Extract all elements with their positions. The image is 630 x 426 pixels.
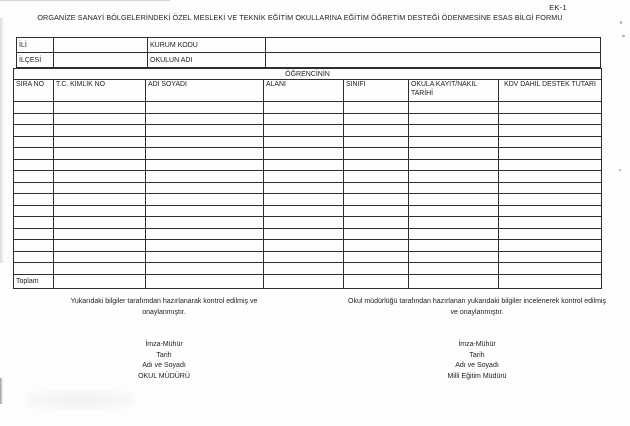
student-empty-cell [14,263,54,275]
total-empty-cell [264,274,344,288]
student-empty-cell [146,205,264,217]
student-empty-row [14,263,602,275]
student-empty-cell [54,148,146,160]
school-name-label: OKULUN ADI [148,53,266,68]
student-empty-cell [499,240,602,252]
student-empty-cell [409,263,499,275]
student-empty-cell [344,171,409,183]
student-empty-row [14,217,602,229]
student-empty-row [14,205,602,217]
total-empty-cell [409,274,499,288]
total-empty-cell [344,274,409,288]
student-empty-cell [344,125,409,137]
student-empty-cell [264,263,344,275]
student-empty-cell [499,159,602,171]
total-empty-cell [54,274,146,288]
signature-lines [348,340,606,382]
student-empty-cell [499,136,602,148]
student-empty-cell [14,194,54,206]
student-empty-row [14,171,602,183]
student-empty-cell [344,194,409,206]
student-empty-cell [146,228,264,240]
signature-line-title: Milli Eğitim Müdürü [447,372,507,380]
student-empty-cell [344,205,409,217]
student-empty-cell [264,228,344,240]
student-empty-cell [146,240,264,252]
student-empty-cell [344,263,409,275]
student-table-total-row [14,274,602,288]
student-empty-cell [409,240,499,252]
student-empty-cell [146,217,264,229]
signature-lines [38,340,290,382]
student-empty-cell [499,194,602,206]
student-empty-cell [146,102,264,114]
student-empty-cell [54,159,146,171]
signature-line-imza-muhur: İmza-Mühür [145,341,183,348]
student-empty-cell [14,159,54,171]
student-empty-row [14,148,602,160]
student-empty-cell [14,182,54,194]
info-row-district [17,53,601,68]
student-empty-cell [409,148,499,160]
scan-speck [622,35,625,37]
student-empty-cell [499,251,602,263]
student-empty-cell [499,148,602,160]
student-empty-cell [344,251,409,263]
student-empty-cell [14,217,54,229]
signature-block-school-principal [38,297,290,382]
student-empty-cell [54,240,146,252]
student-empty-cell [499,205,602,217]
student-empty-cell [14,171,54,183]
col-header-kayit-nakil-tarihi: OKULA KAYIT/NAKİL TARİHİ [409,80,499,102]
student-empty-cell [409,113,499,125]
student-empty-cell [409,136,499,148]
student-empty-row [14,125,602,137]
doc-code: EK-1 [549,3,567,12]
student-empty-cell [499,182,602,194]
student-empty-cell [264,217,344,229]
student-empty-cell [499,263,602,275]
student-empty-cell [264,136,344,148]
student-empty-cell [54,217,146,229]
signature-statement: Okul müdürlüğü tarafından hazırlanan yukarıdaki bilgiler incelenerek kontrol edilmiş ve onaylanmıştır. [348,298,606,316]
student-empty-cell [14,113,54,125]
col-header-alani: ALANI [264,80,344,102]
student-empty-cell [409,182,499,194]
institution-code-value-cell [266,38,601,53]
student-empty-cell [264,102,344,114]
student-empty-cell [146,194,264,206]
student-empty-cell [54,125,146,137]
student-empty-cell [54,171,146,183]
student-empty-cell [344,148,409,160]
student-empty-cell [146,171,264,183]
student-empty-cell [264,125,344,137]
student-empty-cell [264,159,344,171]
signature-line-adi-soyadi: Adı ve Soyadı [142,362,186,369]
student-empty-cell [146,113,264,125]
student-empty-cell [499,102,602,114]
student-empty-cell [54,102,146,114]
student-empty-cell [14,102,54,114]
student-empty-cell [14,240,54,252]
student-empty-cell [146,159,264,171]
student-empty-cell [409,171,499,183]
student-empty-row [14,194,602,206]
student-empty-cell [344,182,409,194]
student-empty-cell [146,251,264,263]
student-section-row [14,69,602,80]
scan-speck [620,21,622,24]
student-empty-cell [409,228,499,240]
student-empty-row [14,136,602,148]
student-empty-cell [499,113,602,125]
student-empty-cell [54,205,146,217]
student-empty-cell [344,159,409,171]
student-empty-cell [264,240,344,252]
total-empty-cell [146,274,264,288]
student-empty-cell [54,136,146,148]
student-empty-cell [344,136,409,148]
col-header-sinifi: SINIFI [344,80,409,102]
student-empty-cell [409,217,499,229]
student-empty-cell [14,148,54,160]
student-empty-row [14,159,602,171]
total-empty-cell [499,274,602,288]
student-empty-cell [14,228,54,240]
student-empty-cell [499,228,602,240]
student-empty-row [14,113,602,125]
district-value-cell [54,53,148,68]
signature-line-title: OKUL MÜDÜRÜ [138,372,190,380]
student-empty-cell [54,113,146,125]
col-header-tc-kimlik-no: T.C. KİMLİK NO [54,80,146,102]
student-empty-cell [264,182,344,194]
student-empty-cell [14,136,54,148]
student-empty-cell [409,205,499,217]
student-table-body [14,69,602,289]
page-title: ORGANİZE SANAYİ BÖLGELERİNDEKİ ÖZEL MESLEKİ VE TEKNİK EĞİTİM OKULLARINA EĞİTİM ÖĞRETİM DESTEĞİ ÖDENMESİNE ESAS BİLGİ FORMU [37,13,563,22]
signature-line-tarih: Tarih [156,351,172,359]
signature-line-adi-soyadi: Adı ve Soyadı [455,362,499,369]
school-name-value-cell [266,53,601,68]
student-empty-row [14,251,602,263]
scan-artifact-left-edge [0,18,4,263]
student-empty-cell [264,148,344,160]
student-empty-cell [264,251,344,263]
student-empty-row [14,182,602,194]
info-row-province [17,38,601,53]
student-empty-cell [344,217,409,229]
student-empty-cell [344,113,409,125]
student-empty-row [14,240,602,252]
student-empty-cell [264,205,344,217]
student-empty-cell [54,251,146,263]
student-empty-cell [54,194,146,206]
signature-block-education-director [348,297,606,382]
total-label: Toplam [14,274,54,288]
student-empty-cell [409,125,499,137]
student-empty-cell [344,228,409,240]
scan-speck [619,169,621,171]
scan-artifact-bottom-left-edge [0,378,3,404]
student-empty-cell [264,194,344,206]
student-empty-row [14,102,602,114]
student-section-header: ÖĞRENCİNİN [14,69,602,80]
student-empty-cell [499,217,602,229]
student-empty-cell [146,125,264,137]
student-empty-cell [146,148,264,160]
col-header-kdv-destek-tutari: KDV DAHİL DESTEK TUTARI [499,80,602,102]
district-label: İLÇESİ [17,53,54,68]
student-empty-cell [409,159,499,171]
student-empty-cell [409,251,499,263]
student-empty-cell [146,182,264,194]
student-table [13,68,602,289]
signature-statement: Yukarıdaki bilgiler tarafımdan hazırlanarak kontrol edilmiş ve onaylanmıştır. [70,298,258,316]
institution-code-label: KURUM KODU [148,38,266,53]
signature-line-imza-muhur: İmza-Mühür [458,341,496,348]
scan-artifact-top-edge [0,0,170,1]
student-empty-row [14,228,602,240]
scan-smudge [25,390,135,410]
student-empty-cell [344,102,409,114]
student-empty-cell [264,113,344,125]
signature-line-tarih: Tarih [469,351,485,359]
student-empty-cell [14,125,54,137]
province-value-cell [54,38,148,53]
student-empty-cell [54,228,146,240]
student-empty-cell [499,171,602,183]
student-empty-cell [54,263,146,275]
school-info-table [16,37,601,68]
col-header-sira-no: SIRA NO [14,80,54,102]
student-header-row [14,80,602,102]
student-empty-cell [54,182,146,194]
province-label: İLİ [17,38,54,53]
student-empty-cell [146,136,264,148]
student-empty-cell [264,171,344,183]
student-empty-cell [499,125,602,137]
student-empty-cell [14,205,54,217]
student-empty-cell [344,240,409,252]
student-empty-cell [146,263,264,275]
student-empty-cell [409,102,499,114]
student-empty-cell [14,251,54,263]
col-header-adi-soyadi: ADI SOYADI [146,80,264,102]
student-empty-cell [409,194,499,206]
